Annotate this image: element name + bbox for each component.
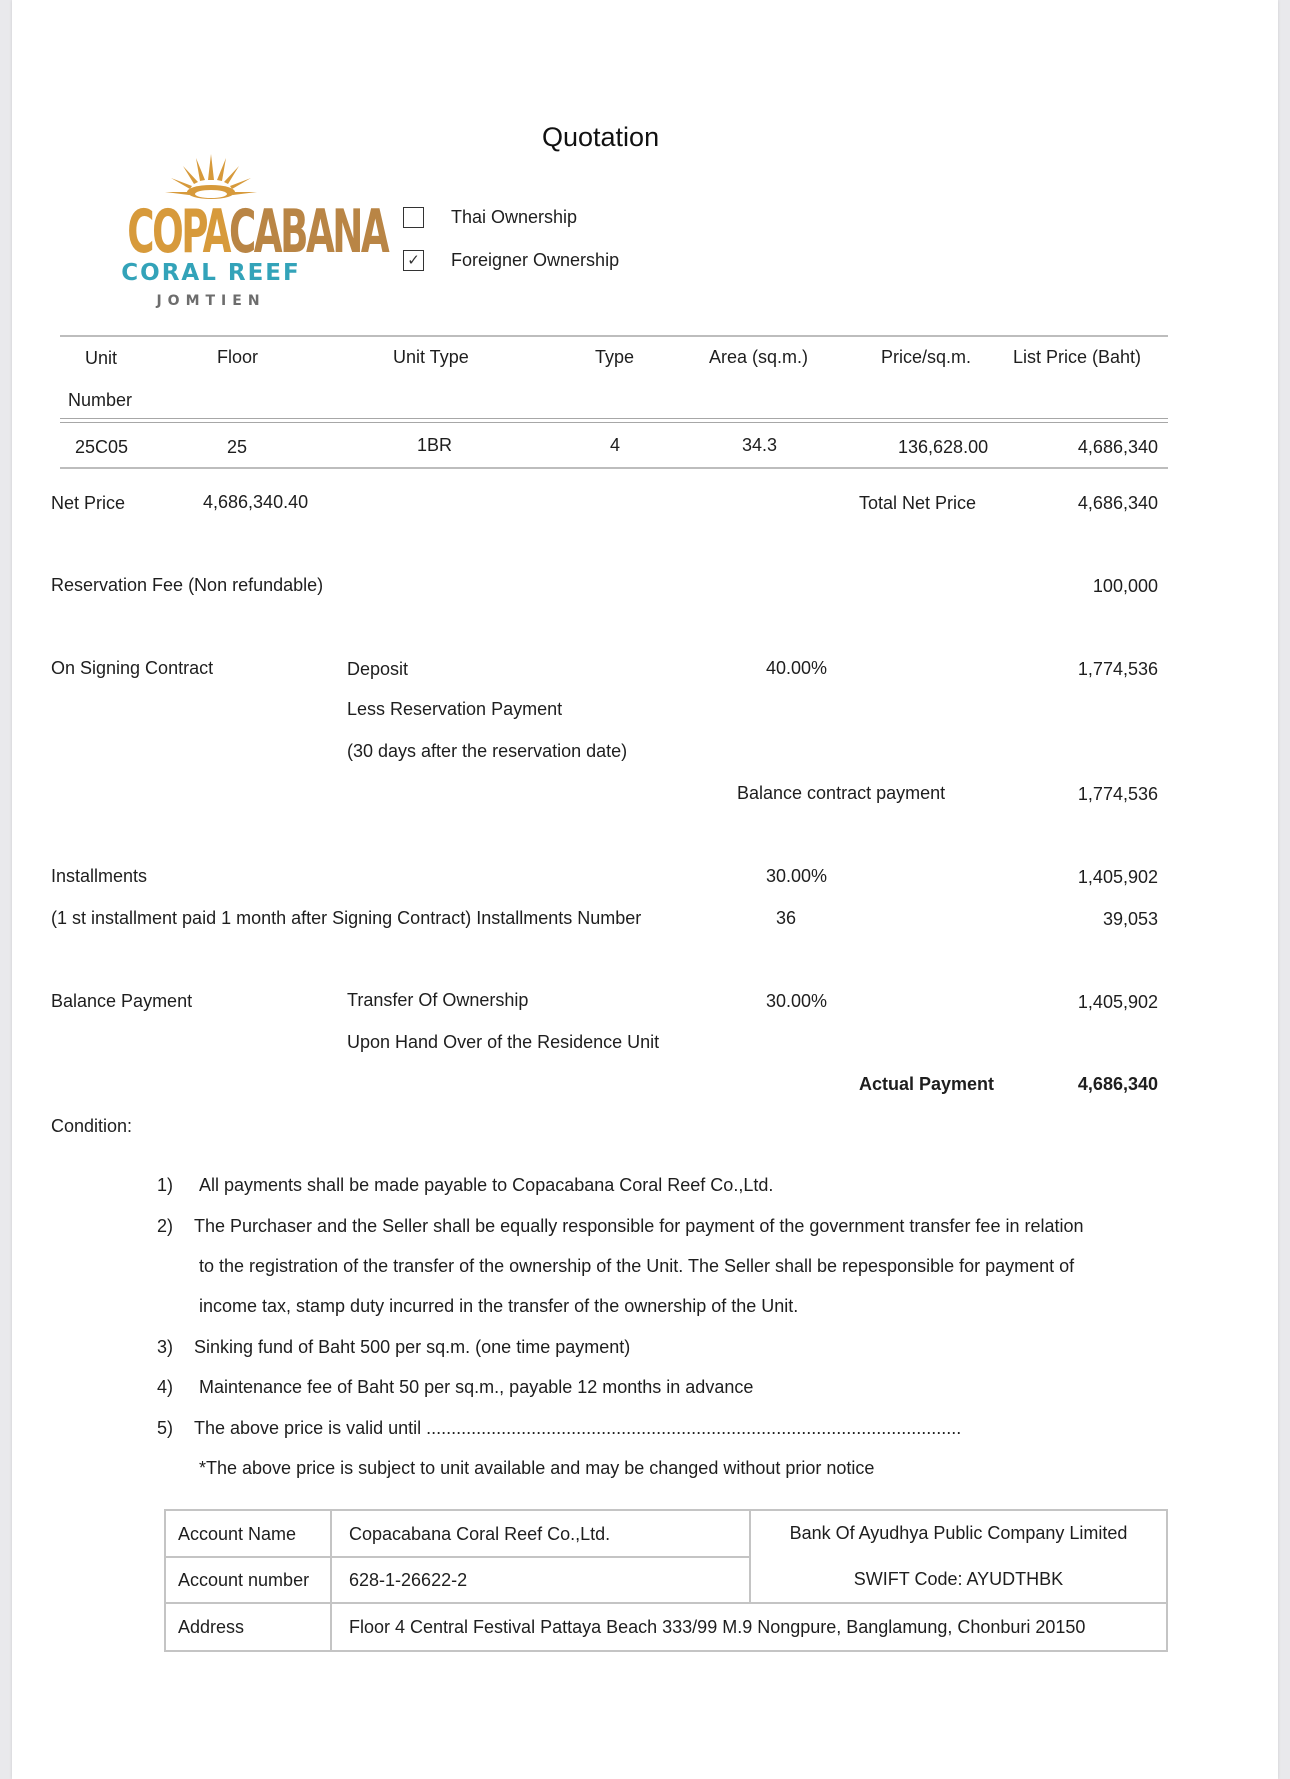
header-floor: Floor bbox=[217, 347, 259, 367]
cell-type: 4 bbox=[610, 435, 621, 455]
handover-label: Upon Hand Over of the Residence Unit bbox=[347, 1032, 660, 1052]
installments-value: 1,405,902 bbox=[1077, 867, 1158, 887]
condition-number: 2) bbox=[157, 1216, 174, 1236]
cell-unit-type: 1BR bbox=[417, 435, 453, 455]
net-price-label: Net Price bbox=[51, 493, 126, 513]
account-name-value: Copacabana Coral Reef Co.,Ltd. bbox=[349, 1524, 611, 1544]
condition-text: The Purchaser and the Seller shall be equally responsible for payment of the government transfer fee in relation bbox=[194, 1216, 1084, 1236]
condition-text: All payments shall be made payable to Copacabana Coral Reef Co.,Ltd. bbox=[199, 1175, 774, 1195]
header-price-sqm: Price/sq.m. bbox=[881, 347, 972, 367]
installments-number: 36 bbox=[776, 908, 797, 928]
logo-word-left: COPA bbox=[127, 197, 229, 267]
condition-heading: Condition: bbox=[51, 1116, 133, 1136]
condition-text: Sinking fund of Baht 500 per sq.m. (one time payment) bbox=[194, 1337, 631, 1357]
sunburst-logo-icon bbox=[161, 150, 261, 200]
header-unit-type: Unit Type bbox=[393, 347, 469, 367]
table-divider bbox=[166, 1556, 751, 1558]
cell-unit: 25C05 bbox=[75, 437, 129, 457]
table-top-rule bbox=[60, 335, 1168, 337]
balance-contract-value: 1,774,536 bbox=[1077, 784, 1158, 804]
condition-text: The above price is valid until ........................................................................................................... bbox=[194, 1418, 962, 1438]
swift-code: SWIFT Code: AYUDTHBK bbox=[853, 1569, 1064, 1589]
balance-contract-label: Balance contract payment bbox=[737, 783, 946, 803]
total-net-price-value: 4,686,340 bbox=[1077, 493, 1158, 513]
transfer-ownership-label: Transfer Of Ownership bbox=[347, 990, 529, 1010]
cell-area: 34.3 bbox=[742, 435, 778, 455]
condition-number: 4) bbox=[157, 1377, 174, 1397]
logo-wordmark bbox=[127, 197, 388, 267]
installments-label: Installments bbox=[51, 866, 148, 886]
page-title: Quotation bbox=[542, 122, 660, 152]
table-divider bbox=[166, 1602, 1166, 1604]
logo-word-right: CABANA bbox=[228, 197, 388, 267]
condition-text: Maintenance fee of Baht 50 per sq.m., payable 12 months in advance bbox=[199, 1377, 754, 1397]
bank-details-table bbox=[164, 1509, 1168, 1652]
header-unit-number-line2: Number bbox=[68, 390, 133, 410]
price-validity-note: *The above price is subject to unit available and may be changed without prior notice bbox=[199, 1458, 875, 1478]
header-type: Type bbox=[595, 347, 635, 367]
net-price-value: 4,686,340.40 bbox=[203, 492, 309, 512]
foreigner-ownership-label: Foreigner Ownership bbox=[451, 250, 620, 270]
actual-payment-value: 4,686,340 bbox=[1077, 1074, 1158, 1094]
cell-list-price: 4,686,340 bbox=[1077, 437, 1158, 457]
reservation-fee-value: 100,000 bbox=[1092, 576, 1158, 596]
header-list-price: List Price (Baht) bbox=[1013, 347, 1142, 367]
signing-contract-label: On Signing Contract bbox=[51, 658, 214, 678]
copacabana-logo bbox=[76, 150, 388, 315]
condition-number: 3) bbox=[157, 1337, 174, 1357]
balance-percent: 30.00% bbox=[766, 991, 828, 1011]
account-name-label: Account Name bbox=[178, 1524, 297, 1544]
cell-floor: 25 bbox=[227, 437, 248, 457]
actual-payment-label: Actual Payment bbox=[859, 1074, 995, 1094]
condition-number: 5) bbox=[157, 1418, 174, 1438]
deposit-due-note: (30 days after the reservation date) bbox=[347, 741, 628, 761]
per-installment-value: 39,053 bbox=[1102, 909, 1158, 929]
reservation-fee-label: Reservation Fee (Non refundable) bbox=[51, 575, 324, 595]
balance-payment-label: Balance Payment bbox=[51, 991, 193, 1011]
thai-ownership-checkbox[interactable] bbox=[403, 207, 424, 228]
header-area: Area (sq.m.) bbox=[709, 347, 809, 367]
thai-ownership-label: Thai Ownership bbox=[451, 207, 578, 227]
logo-location: JOMTIEN bbox=[156, 293, 266, 309]
logo-subtitle: CORAL REEF bbox=[121, 260, 301, 286]
cell-price-sqm: 136,628.00 bbox=[898, 437, 989, 457]
address-value: Floor 4 Central Festival Pattaya Beach 333/99 M.9 Nongpure, Banglamung, Chonburi 20150 bbox=[349, 1617, 1086, 1637]
account-number-label: Account number bbox=[178, 1570, 310, 1590]
installments-note: (1 st installment paid 1 month after Signing Contract) Installments Number bbox=[51, 908, 642, 928]
table-header-rule bbox=[60, 418, 1168, 423]
less-reservation-label: Less Reservation Payment bbox=[347, 699, 563, 719]
account-number-value: 628-1-26622-2 bbox=[349, 1570, 468, 1590]
condition-text: income tax, stamp duty incurred in the transfer of the ownership of the Unit. bbox=[199, 1296, 799, 1316]
table-divider bbox=[330, 1511, 332, 1650]
balance-value: 1,405,902 bbox=[1077, 992, 1158, 1012]
deposit-label: Deposit bbox=[347, 659, 409, 679]
condition-number: 1) bbox=[157, 1175, 174, 1195]
address-label: Address bbox=[178, 1617, 245, 1637]
bank-name: Bank Of Ayudhya Public Company Limited bbox=[789, 1523, 1128, 1543]
deposit-value: 1,774,536 bbox=[1077, 659, 1158, 679]
installments-percent: 30.00% bbox=[766, 866, 828, 886]
condition-text: to the registration of the transfer of the ownership of the Unit. The Seller shall be repesponsible for payment of bbox=[199, 1256, 1075, 1276]
table-bottom-rule bbox=[60, 467, 1168, 469]
header-unit-number: Unit bbox=[85, 348, 118, 368]
foreigner-ownership-checkbox[interactable] bbox=[403, 250, 424, 271]
checkmark-icon: ✓ bbox=[407, 252, 420, 269]
deposit-percent: 40.00% bbox=[766, 658, 828, 678]
total-net-price-label: Total Net Price bbox=[859, 493, 977, 513]
quotation-page bbox=[12, 0, 1278, 1779]
